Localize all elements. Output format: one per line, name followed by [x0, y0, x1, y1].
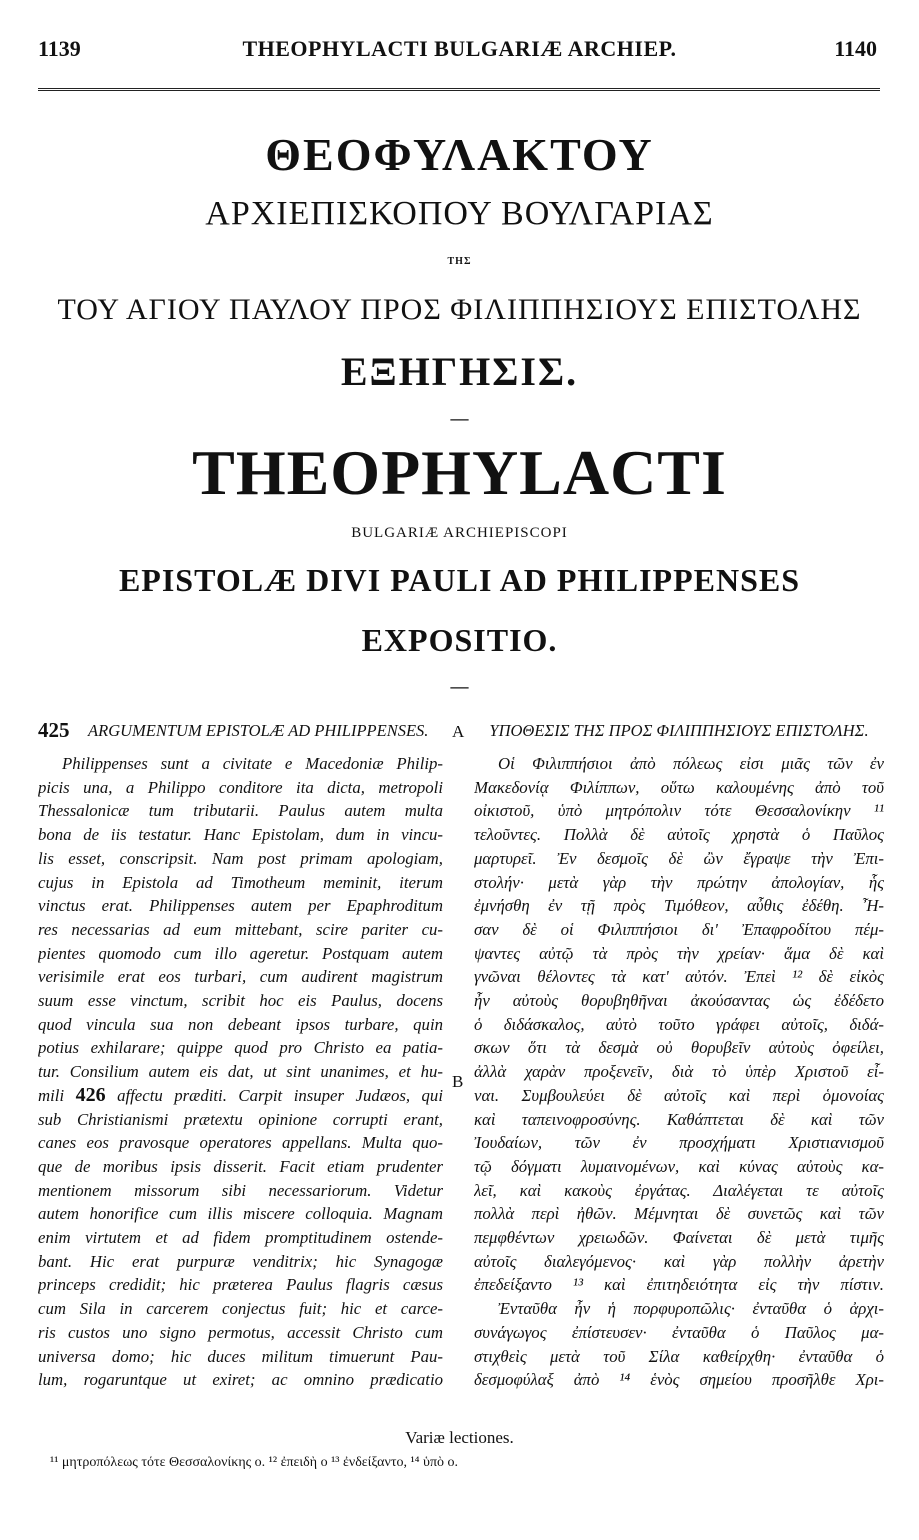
- text-line: Ἰουδαίων, τῶν ἐν προσχήματι Χριστιανισμοῦ: [474, 1133, 884, 1153]
- latin-title-office: BULGARIÆ ARCHIEPISCOPI: [351, 525, 568, 541]
- text-line: λεῖ, καὶ κακοὺς ἐργάτας. Διαλέγεται τε αὐτοῖς: [474, 1180, 884, 1200]
- text-line: οἰκιστοῦ, ὑπὸ μητρόπολιν τότε Θεσσαλονίκην ¹¹: [474, 801, 884, 821]
- text-line: Philippenses sunt a civitate e Macedoniæ Philip-: [62, 754, 443, 773]
- variae-lectiones-heading: Variæ lectiones.: [405, 1428, 514, 1447]
- text-line: καὶ ταπεινοφροσύνης. Καθάπτεται δὲ καὶ τῶν: [474, 1109, 884, 1129]
- text-line: suum esse vinctum, scribit hoc eis Paulus, docens: [38, 991, 443, 1011]
- latin-title-author: THEOPHYLACTI: [192, 437, 727, 508]
- text-line: verisimile erat eos turbari, cum audirent magistrum: [38, 967, 443, 987]
- inline-column-number: 426: [75, 1083, 106, 1106]
- text-line: Thessalonicæ tum tributarii. Paulus autem multa: [38, 801, 443, 821]
- text-line: autem honorifice cum illis miscere colloquia. Magnam: [38, 1204, 443, 1224]
- text-line: quod vincula sua non debeant ipsos turbare, quin: [38, 1014, 443, 1034]
- greek-title-article: ΤΗΣ: [447, 256, 472, 267]
- text-line: bona de iis testatur. Hanc Epistolam, dum in vincu-: [38, 825, 443, 845]
- greek-title-epistle: ΤΟΥ ΑΓΙΟΥ ΠΑΥΛΟΥ ΠΡΟΣ ΦΙΛΙΠΠΗΣΙΟΥΣ ΕΠΙΣΤΟΛΗΣ: [57, 293, 862, 326]
- text-line: πολλὰ περὶ ἠθῶν. Μέμνηται δὲ συνετῶς καὶ τῶν: [474, 1204, 884, 1224]
- text-fragment: mili: [38, 1085, 65, 1105]
- margin-letter-a: A: [452, 722, 465, 741]
- text-line: universa domo; hic duces militum timuerunt Pau-: [38, 1346, 443, 1366]
- text-line: princeps credidit; hic præterea Paulus flagris cæsus: [38, 1275, 443, 1295]
- text-line: Οἱ Φιλιππήσιοι ἀπὸ πόλεως εἰσι μιᾶς τῶν ἐν: [498, 754, 884, 773]
- text-line: τελοῦντες. Πολλὰ δὲ αὐτοῖς χρηστὰ ὁ Παῦλος: [474, 825, 884, 845]
- text-line: picis una, a Philippo conditore ita dicta, metropoli: [38, 777, 443, 797]
- text-line: ἦν αὐτοὺς θορυβηθῆναι ἀκούσαντας ὡς ἐδέδετο: [474, 991, 884, 1011]
- column-number: 425: [38, 718, 70, 742]
- text-fragment: affectu præditi. Carpit insuper Judæos, qui: [117, 1085, 443, 1105]
- critical-apparatus: ¹¹ μητροπόλεως τότε Θεσσαλονίκης ο. ¹² ἐπειδὴ ο ¹³ ἐνδείξαντο, ¹⁴ ὑπὸ ο.: [50, 1455, 459, 1470]
- latin-paragraph: [38, 752, 443, 1392]
- text-line: ἐπεδείξαντο ¹³ καὶ ἐπιτηδειότητα εἰς τὴν πίστιν.: [474, 1275, 884, 1295]
- text-line: σαν δὲ οἱ Φιλιππήσιοι δι' Ἐπαφροδίτου πέμ-: [474, 919, 884, 939]
- margin-letter-b: B: [452, 1072, 464, 1091]
- text-line: Μακεδονίᾳ Φιλίππων, οὕτω καλουμένης ἀπὸ τοῦ: [474, 777, 884, 797]
- text-line: mentionem missorum sibi necessariorum. Videtur: [38, 1180, 443, 1200]
- text-line: pientes quomodo cum illo ageretur. Postquam autem: [38, 943, 443, 963]
- text-line: lis esset, conscripsit. Nam post primam apologiam,: [38, 848, 443, 868]
- latin-column: [38, 718, 443, 1392]
- text-line: μαρτυρεῖ. Ἐν δεσμοῖς δὲ ὢν ἔγραψε τὴν Ἐπι-: [474, 848, 884, 868]
- text-line: ψαντες αὐτῷ τὰ πρὸς τὴν χρείαν· ἅμα δὲ καὶ: [474, 943, 884, 963]
- text-line: τῷ δόγματι λυμαινομένων, καὶ κύνας αὐτοὺς κα-: [474, 1156, 884, 1176]
- text-line-with-number: [38, 1084, 443, 1108]
- latin-column-heading: [38, 718, 443, 742]
- text-line: ἐμνήσθη ἐν τῇ πρὸς Τιμόθεον, αὖθις ἐδέθη. Ἦ-: [474, 896, 884, 916]
- page-number-right: 1140: [834, 36, 877, 61]
- latin-title-expositio: EXPOSITIO.: [361, 622, 558, 658]
- text-line: πεμφθέντων χρειωδῶν. Φαίνεται δὲ μετὰ τιμῆς: [474, 1228, 884, 1248]
- text-line: sub Christianismi prætextu opinione corrupti erant,: [38, 1109, 443, 1129]
- text-line: que de moribus ipsis disserit. Facit etiam prudenter: [38, 1156, 443, 1176]
- latin-title-epistle: EPISTOLÆ DIVI PAULI AD PHILIPPENSES: [118, 562, 801, 598]
- text-line: vinctus erat. Philippenses autem per Epaphroditum: [38, 896, 443, 916]
- title-divider: —: [450, 408, 469, 428]
- text-line: enim virtutem et ad fidem promptitudinem ostende-: [38, 1228, 443, 1248]
- text-line: στολήν· μετὰ γὰρ τὴν πρώτην ἀπολογίαν, ἧς: [474, 872, 884, 892]
- text-line: tur. Consilium autem eis dat, ut sint unanimes, et hu-: [38, 1062, 443, 1082]
- text-line: αὐτοῖς διαλεγόμενος· καὶ γὰρ πολλὴν ἀρετὴν: [474, 1251, 884, 1271]
- header-rule: [38, 88, 880, 91]
- latin-heading-text: ARGUMENTUM EPISTOLÆ AD PHILIPPENSES.: [88, 721, 429, 740]
- running-title: THEOPHYLACTI BULGARIÆ ARCHIEP.: [242, 36, 677, 61]
- text-line: ναι. Συμβουλεύει δὲ αὐτοῖς καὶ περὶ ὁμονοίας: [474, 1085, 884, 1105]
- text-line: cujus in Epistola ad Timotheum meminit, iterum: [38, 872, 443, 892]
- text-line: ὁ διδάσκαλος, αὐτὸ τοῦτο γράφει αὐτοῖς, διδά-: [474, 1014, 884, 1034]
- greek-title-office: ΑΡΧΙΕΠΙΣΚΟΠΟΥ ΒΟΥΛΓΑΡΙΑΣ: [205, 195, 714, 232]
- page-number-left: 1139: [38, 36, 81, 61]
- text-line: canes eos pravosque operatores appellans. Multa quo-: [38, 1133, 443, 1153]
- greek-title-author: ΘΕΟΦΥΛΑΚΤΟΥ: [265, 129, 654, 180]
- text-line: γνῶναι θέλοντες τὰ κατ' αὐτόν. Ἐπεὶ ¹² δὲ εἰκὸς: [474, 967, 884, 987]
- text-line: συνάγωγος ἐπίστευσεν· ἐνταῦθα ὁ Παῦλος μα-: [474, 1322, 884, 1342]
- text-line: potius exhilarare; quippe quod pro Christo ea patia-: [38, 1038, 443, 1058]
- text-line: res necessarias ad eum mittebant, scire pariter cu-: [38, 919, 443, 939]
- text-line: cum Sila in carcerem conjectus fuit; hic et carce-: [38, 1299, 443, 1319]
- text-line: ἀλλὰ χαρὰν προξενεῖν, διὰ τὸ ὑπὲρ Χριστοῦ εἶ-: [474, 1062, 884, 1082]
- greek-paragraph: [474, 752, 884, 1392]
- text-line: bant. Hic erat purpuræ venditrix; hic Synagogæ: [38, 1251, 443, 1271]
- greek-column: [474, 722, 884, 1392]
- text-line: δεσμοφύλαξ ἀπὸ ¹⁴ ἑνὸς σημείου προσῆλθε Χρι-: [474, 1370, 884, 1390]
- title-divider: —: [450, 676, 469, 696]
- text-line: ris custos uno signo permotus, accessit Christo cum: [38, 1322, 443, 1342]
- text-line: Ἐνταῦθα ἦν ἡ πορφυροπῶλις· ἐνταῦθα ὁ ἀρχι-: [498, 1299, 884, 1319]
- text-line: lum, rogaruntque ut exiret; ac omnino prædicatio: [38, 1370, 443, 1390]
- text-line: στιχθεὶς μετὰ τοῦ Σίλα καθείρχθη· ἐνταῦθα ὁ: [474, 1346, 884, 1366]
- text-line: σκων ὅτι τὰ δεσμὰ οὐ θορυβεῖν αὐτοὺς ὀφείλει,: [474, 1038, 884, 1058]
- greek-title-exegesis: ΕΞΗΓΗΣΙΣ.: [340, 349, 579, 394]
- greek-column-heading: ΥΠΟΘΕΣΙΣ ΤΗΣ ΠΡΟΣ ΦΙΛΙΠΠΗΣΙΟΥΣ ΕΠΙΣΤΟΛΗΣ.: [489, 721, 869, 740]
